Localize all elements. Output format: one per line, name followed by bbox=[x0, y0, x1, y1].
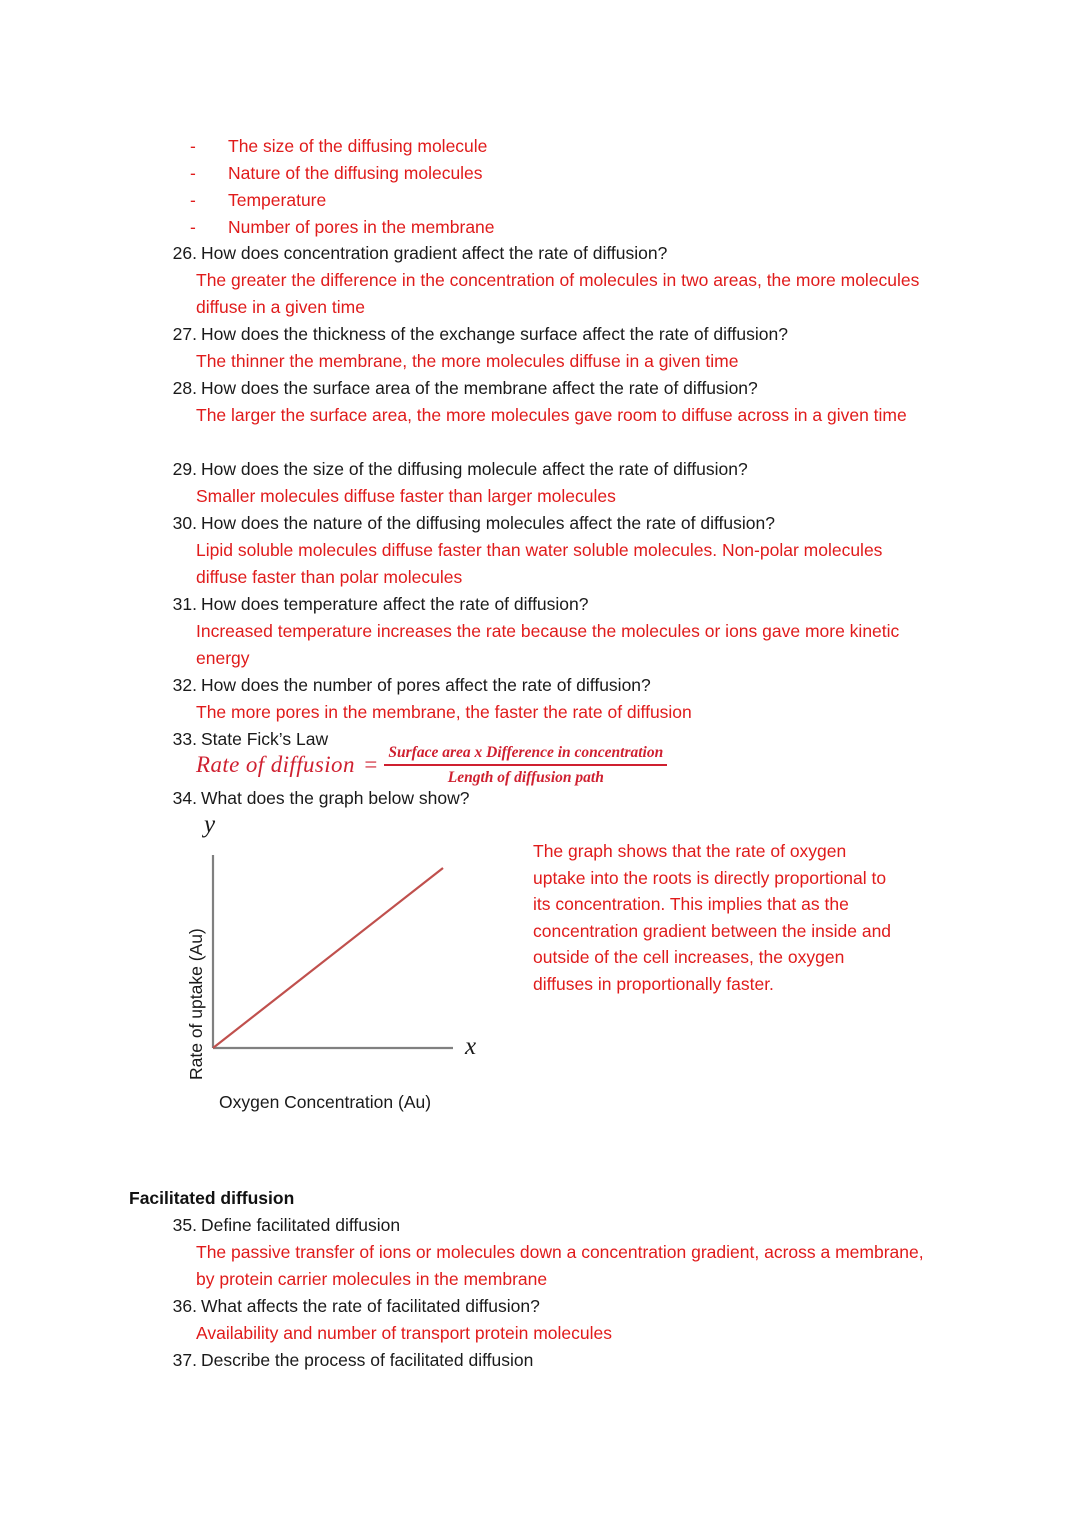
answer-text: Increased temperature increases the rate because the molecules or ions gave more kinetic energy bbox=[196, 621, 905, 668]
answer-text: The greater the difference in the concentration of molecules in two areas, the more molecules diffuse in a given time bbox=[196, 270, 925, 317]
y-axis-letter: y bbox=[204, 811, 216, 838]
question-text: How does concentration gradient affect the rate of diffusion? bbox=[201, 243, 668, 263]
question-text: Describe the process of facilitated diffusion bbox=[201, 1350, 534, 1370]
question-text: How does temperature affect the rate of diffusion? bbox=[201, 594, 589, 614]
ficks-law-formula bbox=[196, 744, 667, 787]
graph-svg bbox=[180, 815, 510, 1135]
question-text: How does the surface area of the membrane affect the rate of diffusion? bbox=[201, 378, 758, 398]
list-dash-1: - bbox=[190, 163, 196, 183]
list-dash-0: - bbox=[190, 136, 196, 156]
question-number: 37. bbox=[172, 1350, 197, 1370]
question-text: What affects the rate of facilitated diffusion? bbox=[201, 1296, 540, 1316]
formula-numerator: Surface area x Difference in concentration bbox=[388, 744, 664, 761]
x-axis-label: Oxygen Concentration (Au) bbox=[219, 1092, 432, 1112]
list-item: Nature of the diffusing molecules bbox=[228, 163, 483, 183]
list-item: Number of pores in the membrane bbox=[228, 217, 495, 237]
question-text: How does the number of pores affect the rate of diffusion? bbox=[201, 675, 651, 695]
list-item: Temperature bbox=[228, 190, 327, 210]
list-dash-3: - bbox=[190, 217, 196, 237]
formula-denominator: Length of diffusion path bbox=[447, 768, 604, 786]
question-number: 34. bbox=[172, 788, 197, 808]
question-number: 26. bbox=[172, 243, 197, 263]
answer-text: The larger the surface area, the more molecules gave room to diffuse across in a given time bbox=[196, 405, 907, 425]
data-line-series-0 bbox=[213, 868, 443, 1048]
question-text: How does the size of the diffusing molecule affect the rate of diffusion? bbox=[201, 459, 748, 479]
question-text: What does the graph below show? bbox=[201, 788, 470, 808]
uptake-vs-concentration-graph bbox=[180, 811, 510, 1135]
answer-text: Availability and number of transport protein molecules bbox=[196, 1323, 613, 1343]
answer-text: Smaller molecules diffuse faster than larger molecules bbox=[196, 486, 616, 506]
question-text: Define facilitated diffusion bbox=[201, 1215, 401, 1235]
formula-fraction bbox=[384, 744, 667, 787]
x-axis-letter: x bbox=[465, 1033, 477, 1060]
list-item: The size of the diffusing molecule bbox=[228, 136, 488, 156]
formula-left-side: Rate of diffusion bbox=[196, 752, 355, 778]
section-heading-facilitated-diffusion: Facilitated diffusion bbox=[129, 1188, 295, 1208]
question-number: 30. bbox=[172, 513, 197, 533]
question-text: State Fick’s Law bbox=[201, 729, 329, 749]
answer-text: The passive transfer of ions or molecules down a concentration gradient, across a membrane, by protein carrier molecules in the membrane bbox=[196, 1242, 929, 1289]
question-text: How does the thickness of the exchange surface affect the rate of diffusion? bbox=[201, 324, 788, 344]
question-number: 35. bbox=[172, 1215, 197, 1235]
answer-text: The thinner the membrane, the more molecules diffuse in a given time bbox=[196, 351, 739, 371]
answer-text: The more pores in the membrane, the faster the rate of diffusion bbox=[196, 702, 692, 722]
question-number: 33. bbox=[172, 729, 197, 749]
list-dash-2: - bbox=[190, 190, 196, 210]
answer-text: Lipid soluble molecules diffuse faster than water soluble molecules. Non-polar molecules diffuse faster than polar molecules bbox=[196, 540, 888, 587]
question-number: 31. bbox=[172, 594, 197, 614]
formula-equals-sign: = bbox=[362, 752, 379, 778]
question-number: 32. bbox=[172, 675, 197, 695]
y-axis-label: Rate of uptake (Au) bbox=[186, 928, 206, 1080]
question-number: 29. bbox=[172, 459, 197, 479]
question-number: 27. bbox=[172, 324, 197, 344]
question-number: 36. bbox=[172, 1296, 197, 1316]
graph-answer-text: The graph shows that the rate of oxygen uptake into the roots is directly proportional to its concentration. This implies that as the concentration gradient between the inside and outside of the cell increases, the oxygen diffuses in proportionally faster. bbox=[533, 841, 892, 994]
question-text: How does the nature of the diffusing molecules affect the rate of diffusion? bbox=[201, 513, 775, 533]
question-number: 28. bbox=[172, 378, 197, 398]
